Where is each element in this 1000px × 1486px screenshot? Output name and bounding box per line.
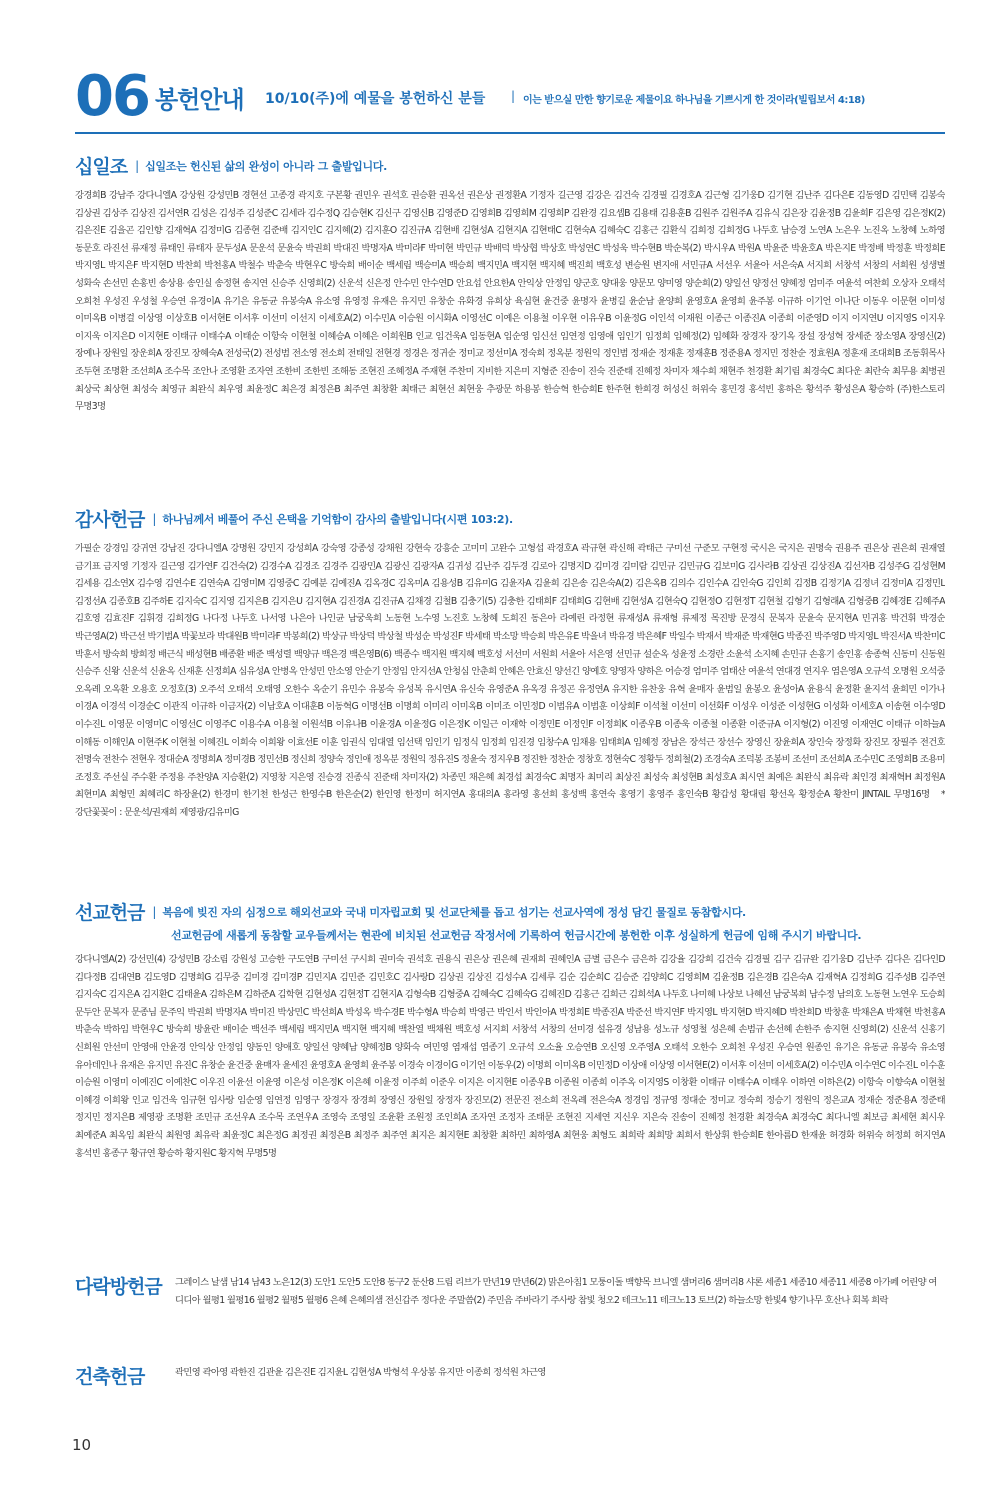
darakbang-title: 다락방헌금: [75, 1276, 162, 1298]
tithe-names: 강경희B 강남주 강다니엘A 강상원 강성민B 경현선 고종경 곽지호 구본황 권민우 권석호 권승환 권옥선 권은상 권정환A 기정자 길근영 김강은 김건숙 김경필 김경호A 김근형 김기웅D 김기현 김난주 김다은E 김동영D 김민택 김봉숙 김상권 김상주 김상진 김서연R 김성은 김성주 김성준C 김세라 김수정Q 김승현K 김신구 김영신B 김영준D 김영희B 김영희M 김영희P 김완경 김요셉B 김용태 김용훈B 김원주 김원주A 김유식 김은장 김윤정B 김윤희F 김은영 김은정K(2) 김은진E 김을곤 김인향 김재혁A 김정미G 김종현 김준배 김지인C 김지혜(2) 김지훈O 김진규A 김현배 김현성A 김현지A 김현태C 김현숙A 김혜숙C 김홍근 김환식 김희정 김희정G 나두호 남승경 노연A 노은우 노진옥 노창혜 노하영 동문호 라진선 류재정 류태인 류태자 문두성A 문운석 문윤숙 박권희 박대진 박명자A 박미라F 박미현 박민규 박배덕 박상협 박상호 박성연C 박성욱 박수현B 박순복(2) 박시우A 박원A 박윤준 박윤호A 박은지E 박정배 박정훈 박정희E 박지영L 박지은F 박지현D 박찬희 박천홍A 박철수 박춘숙 박현우C 방숙희 배이순 백세림 백승미A 백승희 백지민A 백지현 백지혜 백진희 백호성 변승원 변지애 서민규A 서선우 서윤아 서은숙A 서지희 서창석 서창의 서희원 성생별 성화숙 손선민 손홍빈 송상용 송인실 송정현 송지연 신승주 신영희(2) 신운석 신은정 안수민 안수연D 안요섭 안요한A 안익상 안정임 양군호 양대웅 양문모 양미영 양순희(2) 양일선 양정선 양혜정 엄미주 여윤석 여찬희 오상자 오태석 오희천 우성진 우성철 우승연 유경이A 유기은 유동균 유봉숙A 유소영 유영정 유재은 유지민 유창순 유화경 유희상 육심현 윤건중 윤명자 윤병길 윤순남 윤양희 윤영호A 윤영희 윤주봉 이규하 이기언 이나단 이동우 이문현 이미성 이미옥B 이병걸 이상영 이상호B 이서현E 이서후 이선미 이선지 이세호A(2) 이수민A 이승원 이시화A 이영선C 이예은 이용철 이우현 이유우B 이윤정G 이인석 이재원 이종근 이종진A 이종희 이준영D 이지 이지연U 이지영S 이지우 이지욱 이지은D 이지현E 이태규 이태수A 이태순 이항숙 이현철 이혜승A 이혜은 이희원B 인교 임건욱A 임동현A 임순영 임신선 임연정 임영애 임인기 임정희 임혜정(2) 임혜화 장경자 장기옥 장설 장성혁 장세준 장소영A 장영신(2) 장예나 장원일 장운희A 장진모 장혜숙A 전성국(2) 전성범 전소영 전소희 전태일 전현경 정경은 정귀순 정미교 정선미A 정숙희 정옥분 정원익 정인범 정재순 정재훈 정재훈B 정준용A 정지민 정찬순 정효원A 정훈재 조대희B 조동휘목사 조두현 조명환 조선희A 조수목 조안나 조영환 조자연 조한비 조한빈 조해동 조현진 조혜정A 주재현 주찬미 지비한 지은미 지형준 진송이 진숙 진준태 진혜정 차미자 채수희 채현주 천경환 최기림 최경숙C 최다운 최란숙 최무용 최병권 최상국 최상현 최성숙 최영규 최완식 최우영 최윤정C 최은경 최정은B 최주연 최창환 최태근 최현선 최현웅 추광문 하용봉 한승혁 한승희E 한주현 한희경 허성신 허위숙 홍민경 홍석빈 홍하은 황석주 황성은A 황승하 (주)한스토리 무명3명: [75, 190, 945, 413]
mission-title: 선교헌금: [75, 902, 145, 924]
title-separator: |: [152, 905, 157, 919]
building-section: [75, 1362, 945, 1392]
thanks-description: 하나님께서 베풀어 주신 은택을 기억함이 감사의 출발입니다(시편 103:2).: [162, 513, 513, 526]
building-names: 곽민영 곽아영 곽한진 김관윤 김은진E 김지윤L 김현성A 박형석 우상봉 유지만 이종희 정석원 차근영: [175, 1367, 546, 1378]
tithe-description: 십일조는 헌신된 삶의 완성이 아니라 그 출발입니다.: [145, 160, 388, 173]
mission-names: 강다니엘A(2) 강선민(4) 강성민B 강소림 강원성 고승한 구도연B 구미선 구시희 권미숙 권석호 권용식 권은상 권은혜 권재희 권혜인A 금별 금은수 금은하 김강율 김강희 김건숙 김경필 김구 김규완 김기웅D 김난주 김다은 김다인D 김다정B 김대연B 김도영D 김명희G 김무중 김미경 김미경P 김민지A 김민준 김민호C 김사랑D 김상권 김상진 김성수A 김세루 김순 김순희C 김승준 김양희C 김영희M 김윤정B 김은경B 김은숙A 김재혁A 김정희G 김주성B 김주연 김지숙C 김지은A 김지환C 김태윤A 김하은M 김하준A 김학현 김현성A 김현정T 김현지A 김형숙B 김형중A 김혜숙C 김혜숙G 김혜진D 김홍근 김희근 김희석A 나두호 나미혜 나상보 나혜선 남궁복희 남수정 남의호 노동현 노연우 도승희 문두안 문복자 문종님 문주익 박권희 박명자A 박미진 박상민C 박선희A 박성옥 박수경E 박수형A 박승희 박영근 박인서 박인아A 박정희E 박종진A 박준선 박지연F 박지영L 박지현D 박지혜D 박찬희D 박창훈 박채은A 박채현 박천홍A 박춘숙 박하임 박현우C 방숙희 방윤란 배이순 백선주 백세림 백지민A 백지현 백지혜 백찬열 백채원 백호성 서지희 서창석 서창의 선미경 설유경 성남용 성노규 성영철 성은혜 손범규 손선혜 손한주 송지현 신영희(2) 신운석 신홍기 신희원 안선미 안영애 안윤경 안익상 안정임 양동인 양애호 양일선 양혜남 양혜정B 양화숙 여민영 염재섭 염종기 오규석 오소율 오승연B 오신영 오주영A 오태석 오한수 오희천 우성진 우승연 원종인 유기은 유동균 유봉숙 유소영 유아데인나 유재은 유지민 유진C 유창순 윤건중 윤매자 윤세진 윤영호A 윤영희 윤주봉 이경숙 이경이G 이기언 이동우(2) 이명희 이미옥B 이민정D 이상애 이상영 이서현E(2) 이서후 이선미 이세호A(2) 이수민A 이수연C 이수진L 이수훈 이승원 이영미 이예진C 이예찬C 이우진 이윤선 이윤영 이은성 이은정K 이은혜 이윤정 이주희 이준우 이지은 이지현E 이종우B 이종원 이종희 이주옥 이지영S 이창환 이태규 이태수A 이태우 이하연 이하은(2) 이항숙 이향숙A 이현철 이혜경 이희왕 인교 임건욱 임규현 임사랑 임순영 임연정 임영구 장경자 장경희 장영신 장원일 장정자 장진모(2) 전문진 전소희 전옥례 전은숙A 정경임 정규영 정대순 정미교 정숙희 정승기 정원익 정은교A 정재순 정준용A 정준태 정지민 정지은B 제영광 조명환 조민규 조선우A 조수목 조연우A 조영숙 조영일 조윤환 조원정 조인희A 조자연 조정자 조태문 조현진 지세연 지신우 지은숙 진송이 진혜정 천경환 최경숙A 최경숙C 최다니엘 최보금 최세현 최시우 최예준A 최옥임 최완식 최원영 최유락 최윤정C 최은정G 최정권 최정은B 최정주 최주연 최지은 최지현E 최창환 최하민 최하영A 최현웅 최형도 최희락 최희망 최희서 한상휘 한승희E 한아름D 한재윤 허경화 허위숙 허정희 허지연A 홍석빈 홍종구 황규연 황승하 황지원C 황지혁 무명5명: [75, 954, 945, 1159]
header-divider: [75, 132, 945, 134]
thanks-names: [75, 540, 945, 858]
title-separator: |: [152, 512, 157, 526]
darakbang-names: 그레이스 날샘 남14 남43 노은12(3) 도안1 도안5 도안8 동구2 둔산8 드림 리브가 만년19 만년6(2) 맑은아침1 모퉁이돌 백향목 브니엘 샘머리6 샘머리8 샤론 세종1 세종10 세종11 세종8 아가페 어린양 여디디아 월평1 월평16 월평2 월평5 월평6 은혜 은혜의샘 전신갑주 정다운 주말씀(2) 주민음 주바라기 주사랑 참빛 청오2 테크노11 테크노13 토브(2) 하늘소망 한빛4 향기나무 호산나 회복 희락: [175, 1277, 937, 1306]
title-separator: |: [135, 159, 140, 173]
flower-note: * 강단꽃꽂이 : 문운석/권재희 제영광/김유미G: [75, 789, 945, 818]
mission-description: 복음에 빚진 자의 심정으로 해외선교와 국내 미자립교회 및 선교단체를 돕고 섬기는 선교사역에 정성 담긴 물질로 동참합시다.: [162, 906, 746, 919]
header-separator: |: [511, 89, 516, 103]
offering-date-line: 10/10(주)에 예물을 봉헌하신 분들: [265, 91, 486, 107]
mission-section: [75, 898, 945, 1217]
thanks-section: [75, 505, 945, 858]
thanks-names-list: 가필순 강경임 강귀연 강남진 강다니엘A 강명원 강민지 강성희A 강숙영 강종성 강채원 강현숙 강흥순 고미미 고완수 고형섭 곽경호A 곽규현 곽신해 곽태근 구미선 구준모 구현정 국시은 국지은 권명숙 권용주 권은상 권은희 권재열 금기표 금지영 기정자 길근영 김가연F 김건숙(2) 김경수A 김경조 김경주 김광민A 김광신 김광자A 김귀성 김난주 김두경 김로아 김명지D 김미경 김미람 김민규 김민규G 김보미G 김사라B 김상권 김상진A 김선자B 김성주G 김성현M 김세용 김소연X 김수영 김연수E 김연숙A 김영미M 김영중C 김예분 김예진A 김옥경C 김옥미A 김용성B 김유미G 김윤자A 김윤희 김은송 김은숙A(2) 김은옥B 김의수 김인수A 김인숙G 김인희 김정B 김정기A 김정녀 김정미A 김정민L 김정선A 김종호B 김주하E 김지숙C 김지영 김지은B 김지은U 김지현A 김진경A 김진규A 김채경 김철B 김충기(5) 김충한 김태희F 김태희G 김현배 김현성A 김현숙Q 김현정O 김현정T 김현철 김형기 김형래A 김형중B 김혜경E 김혜주A 김호영 김효진F 김휘경 김희정G 나다정 나두호 나서영 나은아 나인균 남궁욱희 노동현 노수영 노진호 노창혜 도희진 동은아 라예린 라정현 류재성A 류재형 류제정 목진방 문경식 문복자 문윤숙 문지현A 민귀홍 박건휘 박경순 박근영A(2) 박근선 박기범A 박꽃보라 박대원B 박미라F 박봉희(2) 박상규 박상덕 박상철 박성순 박성진F 박세태 박소망 박승희 박은유E 박을녀 박유경 박은혜F 박일수 박재서 박재준 박재현G 박종진 박주영D 박지영L 박진서A 박찬미C 박훈서 방숙희 방희정 배근식 배성현B 배종환 배준 백성렬 백양규 백은경 백은영B(6) 백종수 백지원 백지혜 백호성 서선미 서원희 서윤아 서은영 선민규 설순옥 성윤정 소경란 소윤석 소지혜 손민규 손홍기 송인홍 송종혁 신동미 신동원 신승주 신왕 신운석 신윤옥 신재훈 신정희A 심유성A 안병옥 안성민 안소영 안순기 안정임 안지선A 안청심 안춘희 안혜은 안효신 양선긴 양예호 양영자 양하은 어승경 엄미주 엄태산 여윤석 연대경 연지우 염은영A 오규석 오명원 오석중 오옥례 오옥환 오용호 오정호(3) 오주석 오태석 오태영 오한수 옥순기 유민수 유봉숙 유성복 유시연A 유신숙 유영준A 유옥경 유정곤 유정연A 유지한 유찬웅 유혁 윤매자 윤범일 윤봉오 윤성아A 윤용식 윤정환 윤지석 윤희민 이가나 이경A 이경석 이경순C 이관직 이규하 이금자(2) 이남호A 이대훈B 이동혁G 이명선B 이명희 이미리 이미옥B 이미조 이민정D 이범유A 이범훈 이상희F 이석철 이선미 이선화F 이성우 이성준 이성현G 이성화 이세호A 이송현 이수영D 이수진L 이영문 이영미C 이영선C 이영주C 이용수A 이용철 이원석B 이유나B 이윤경A 이윤정G 이은정K 이일근 이재학 이정민E 이정인F 이정희K 이종우B 이종욱 이종철 이종환 이준규A 이지형(2) 이진영 이재연C 이태규 이하늘A 이해동 이해인A 이현주K 이현철 이혜진L 이희숙 이희왕 이효선E 이훈 임권식 임대열 임선택 임인기 임정식 임정희 임진경 임창수A 임채용 임태희A 임혜정 장남은 장석근 장선수 장영신 장윤희A 장인숙 장정화 장진모 장필주 전건호 전명숙 전찬수 전현우 정대순A 정명희A 정미경B 정민선B 정신희 정양숙 정인애 정옥분 정원익 정유진S 정윤숙 정지우B 정진한 정찬순 정창호 정현숙C 정황두 정희철(2) 조경숙A 조덕봉 조봉비 조선미 조선희A 조수민C 조영희B 조용미 조정호 주선실 주수환 주정용 주찬양A 지승환(2) 지영창 지은영 진승경 진종식 진준태 차미자(2) 차종민 채은혜 최경섭 최경숙C 최명자 최미리 최상진 최성숙 최성현B 최성호A 최시연 최예은 최완식 최유락 최인경 최재혁H 최정원A 최현미A 최형민 최혜리C 하장윤(2) 한경미 한기천 한성근 한영수B 한은순(2) 한인영 한정미 허지연A 홍대의A 홍라영 홍선희 홍성백 홍연숙 홍영기 홍영주 홍인숙B 황갑성 황대림 황선옥 황정순A 황찬미 JINTAIL 무명16명: [75, 543, 945, 801]
mission-description-2: 선교헌금에 새롭게 동참할 교우들께서는 현관에 비치된 선교헌금 작정서에 기록하여 헌금시간에 봉헌한 이후 성실하게 헌금에 임해 주시기 바랍니다.: [171, 929, 862, 942]
bible-verse: 이는 받으실 만한 향기로운 제물이요 하나님을 기쁘시게 한 것이라(빌립보서 4:18): [523, 95, 865, 106]
thanks-title: 감사헌금: [75, 509, 145, 531]
section-number: 06: [75, 64, 149, 129]
darakbang-section: [75, 1272, 945, 1332]
page-number: 10: [72, 1436, 92, 1454]
page-header: [75, 62, 945, 142]
building-title: 건축헌금: [75, 1366, 145, 1388]
tithe-section: [75, 152, 945, 469]
page-title: 봉헌안내: [155, 86, 244, 114]
tithe-title: 십일조: [75, 156, 128, 178]
